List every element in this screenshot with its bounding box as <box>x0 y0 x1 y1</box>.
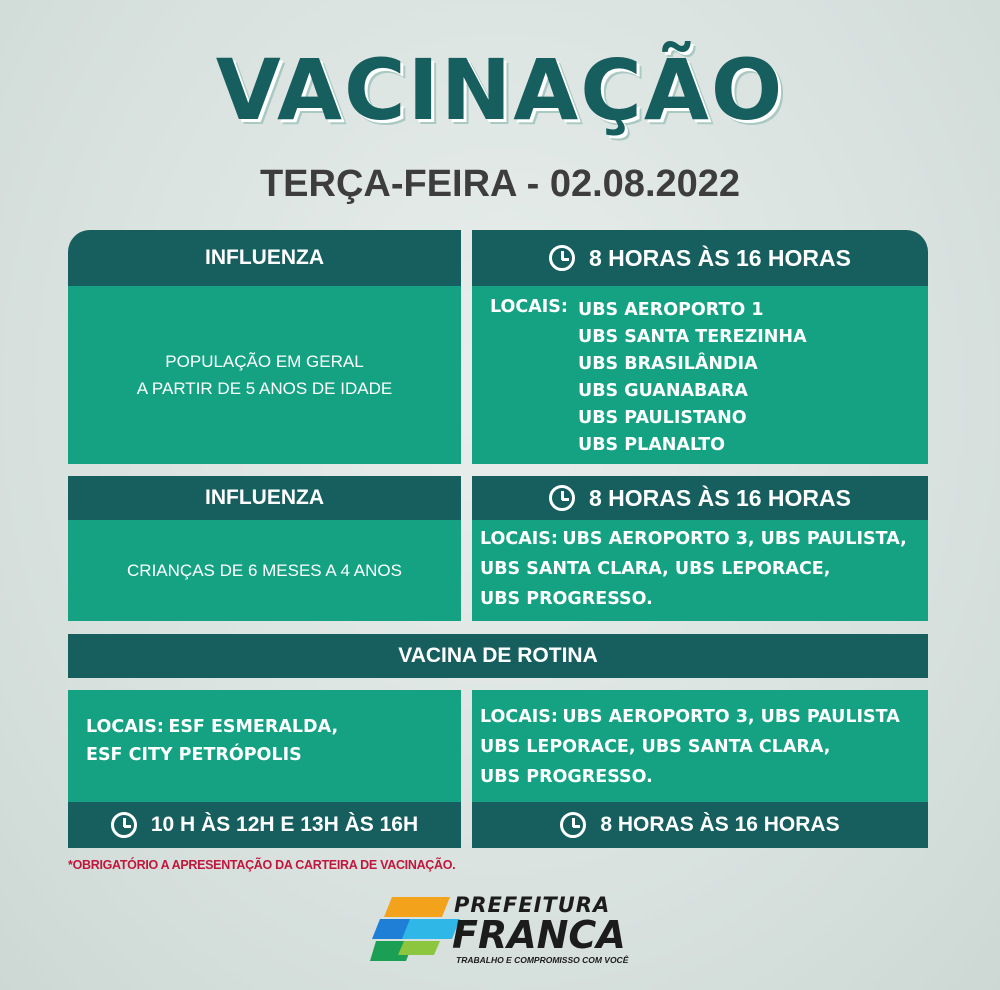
block2-time: 8 HORAS ÀS 16 HORAS <box>588 484 851 511</box>
requirement-note: *OBRIGATÓRIO A APRESENTAÇÃO DA CARTEIRA DE VACINAÇÃO. <box>68 858 456 872</box>
clock-icon <box>549 245 575 271</box>
block3-label-header <box>68 634 928 678</box>
block3-left-locations-box <box>68 690 461 802</box>
block3-right-locais-label: LOCAIS: <box>480 707 558 727</box>
block2-audience: CRIANÇAS DE 6 MESES A 4 ANOS <box>127 560 402 580</box>
clock-icon <box>560 812 586 838</box>
block1-time-header <box>472 230 928 286</box>
block3-right-line1 <box>480 702 900 733</box>
block3-right-locations-box <box>472 690 928 802</box>
block3-left-locais-label: LOCAIS: <box>86 717 164 737</box>
block2-locations-box <box>472 520 928 621</box>
date-subtitle: TERÇA-FEIRA - 02.08.2022 <box>259 163 741 205</box>
block2-locais-label: LOCAIS: <box>480 529 558 549</box>
list-item: UBS AEROPORTO 3, UBS PAULISTA <box>562 707 900 727</box>
block1-label: INFLUENZA <box>205 246 324 269</box>
block2-label: INFLUENZA <box>205 486 324 509</box>
clock-icon <box>111 812 137 838</box>
block1-locations-box <box>472 286 928 464</box>
logo-line2: FRANCA <box>452 913 626 957</box>
block1-locations-list <box>578 297 807 459</box>
list-item: UBS PLANALTO <box>578 435 726 455</box>
flag-logo-icon <box>370 895 460 969</box>
list-item: UBS SANTA CLARA, UBS LEPORACE, <box>480 559 831 579</box>
block2-label-header <box>68 476 461 520</box>
block1-audience-line2: A PARTIR DE 5 ANOS DE IDADE <box>136 379 393 398</box>
block2-audience-box <box>68 520 461 621</box>
block2-time-header <box>472 476 928 520</box>
list-item: UBS AEROPORTO 1 <box>578 300 764 320</box>
list-item: UBS BRASILÂNDIA <box>578 354 758 374</box>
list-item: ESF CITY PETRÓPOLIS <box>86 745 302 765</box>
list-item: ESF ESMERALDA, <box>168 717 339 737</box>
prefeitura-logo <box>370 893 640 971</box>
block1-label-header <box>68 230 461 286</box>
list-item: UBS LEPORACE, UBS SANTA CLARA, <box>480 737 831 757</box>
block3-left-line1 <box>86 712 338 743</box>
block3-left-time-footer <box>68 802 461 848</box>
block1-locais-label: LOCAIS: <box>490 297 568 317</box>
block1-audience-line1: POPULAÇÃO EM GERAL <box>165 352 364 371</box>
block3-right-time-footer <box>472 802 928 848</box>
list-item: UBS PROGRESSO. <box>480 767 653 787</box>
logo-line1: PREFEITURA <box>454 893 611 917</box>
list-item: UBS PAULISTANO <box>578 408 747 428</box>
page-title: VACINAÇÃO <box>215 41 785 139</box>
block3-label: VACINA DE ROTINA <box>398 644 598 667</box>
list-item: UBS SANTA TEREZINHA <box>578 327 807 347</box>
block1-audience-box <box>68 286 461 464</box>
logo-tagline: TRABALHO E COMPROMISSO COM VOCÊ <box>456 955 629 965</box>
list-item: UBS AEROPORTO 3, UBS PAULISTA, <box>562 529 907 549</box>
block3-right-time: 8 HORAS ÀS 16 HORAS <box>600 813 840 836</box>
list-item: UBS PROGRESSO. <box>480 589 653 609</box>
list-item: UBS GUANABARA <box>578 381 748 401</box>
clock-icon <box>549 485 575 511</box>
block1-time: 8 HORAS ÀS 16 HORAS <box>588 244 851 271</box>
block2-locations-line1 <box>480 524 907 555</box>
block3-left-time: 10 H ÀS 12H E 13H ÀS 16H <box>150 813 419 836</box>
